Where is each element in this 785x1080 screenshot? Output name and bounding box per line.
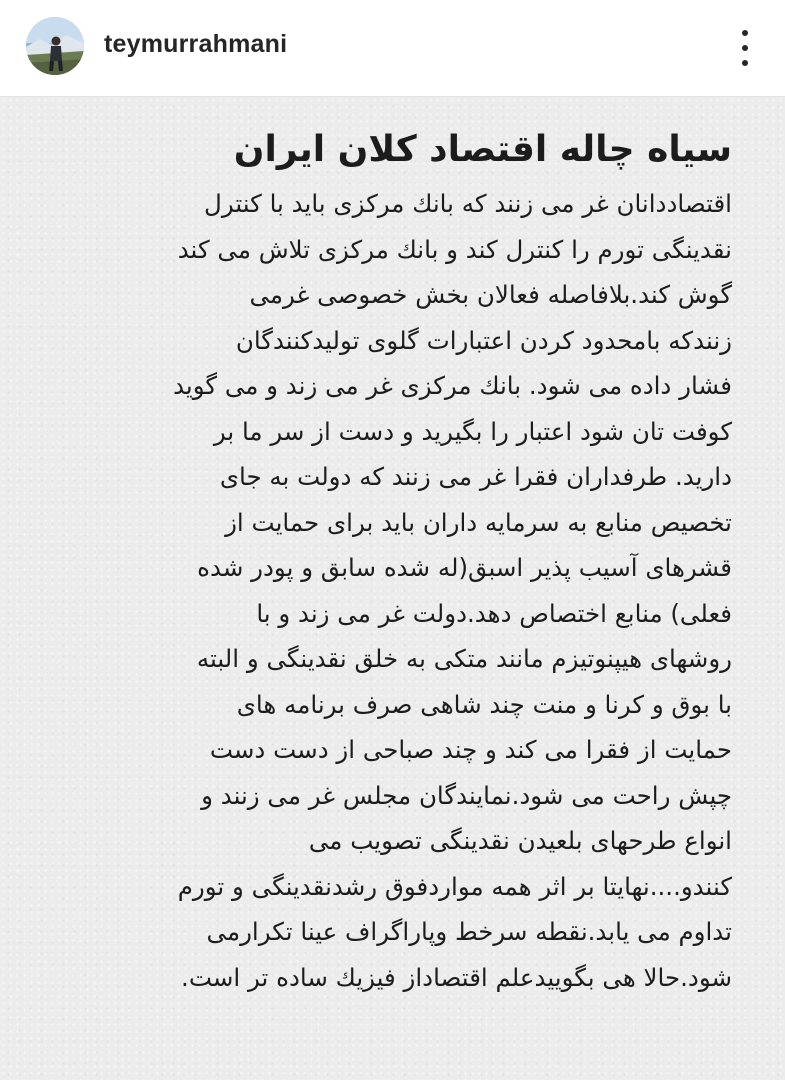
post-text-line: کنندو....نهایتا بر اثر همه مواردفوق رشدنقدینگی و تورم bbox=[177, 871, 732, 901]
profile-avatar[interactable] bbox=[26, 17, 84, 75]
more-options-icon[interactable] bbox=[735, 30, 755, 66]
post-text-line: کوفت تان شود اعتبار را بگیرید و دست از سر ما بر bbox=[213, 416, 732, 446]
post-text-line: روشهای هیپنوتیزم مانند متکی به خلق نقدینگی و البته bbox=[196, 644, 732, 673]
profile-photo-icon bbox=[26, 17, 84, 75]
post-text-line: با بوق و کرنا و منت چند شاهی صرف برنامه های bbox=[236, 689, 732, 719]
post-text-line: چپش راحت می شود.نمایندگان مجلس غر می زنند و bbox=[201, 780, 732, 810]
post-header bbox=[0, 0, 785, 97]
post-text-line: شود.حالا هی بگوییدعلم اقتصاداز فیزیك ساده تر است. bbox=[181, 962, 732, 992]
post-text-line: گوش کند.بلافاصله فعالان بخش خصوصی غرمی bbox=[249, 280, 732, 309]
post-image[interactable] bbox=[0, 97, 785, 1080]
post-text-line: فشار داده می شود. بانك مرکزی غر می زند و می گوید bbox=[173, 371, 732, 400]
post-text-line: تخصیص منابع به سرمایه داران باید برای حمایت از bbox=[225, 507, 732, 537]
post-text-line: دارید. طرفداران فقرا غر می زنند که دولت به جای bbox=[219, 462, 732, 491]
more-dot bbox=[742, 45, 748, 51]
more-dot bbox=[742, 30, 748, 36]
post-text-line: فعلی) منابع اختصاص دهد.دولت غر می زند و با bbox=[256, 598, 732, 628]
post-text-line: تداوم می یابد.نقطه سرخط وپاراگراف عینا تکرارمی bbox=[206, 917, 732, 946]
username[interactable]: teymurrahmani bbox=[104, 30, 288, 58]
post-text-line: نقدینگی تورم را کنترل کند و بانك مرکزی تلاش می کند bbox=[177, 234, 732, 264]
post-text-line: حمایت از فقرا می کند و چند صباحی از دست دست bbox=[209, 735, 732, 764]
post-text-line: قشرهای آسیب پذیر اسبق(له شده سابق و پودر شده bbox=[197, 553, 732, 582]
post-text-line: اقتصاددانان غر می زنند که بانك مرکزی باید با کنترل bbox=[204, 189, 732, 218]
post-text-line: زنندکه بامحدود کردن اعتبارات گلوی تولیدکنندگان bbox=[235, 325, 732, 355]
post-text-line: انواع طرحهای بلعیدن نقدینگی تصویب می bbox=[308, 826, 732, 855]
more-dot bbox=[742, 60, 748, 66]
post-title: سیاه چاله اقتصاد کلان ایران bbox=[233, 129, 732, 170]
post-text-block bbox=[62, 119, 732, 1000]
